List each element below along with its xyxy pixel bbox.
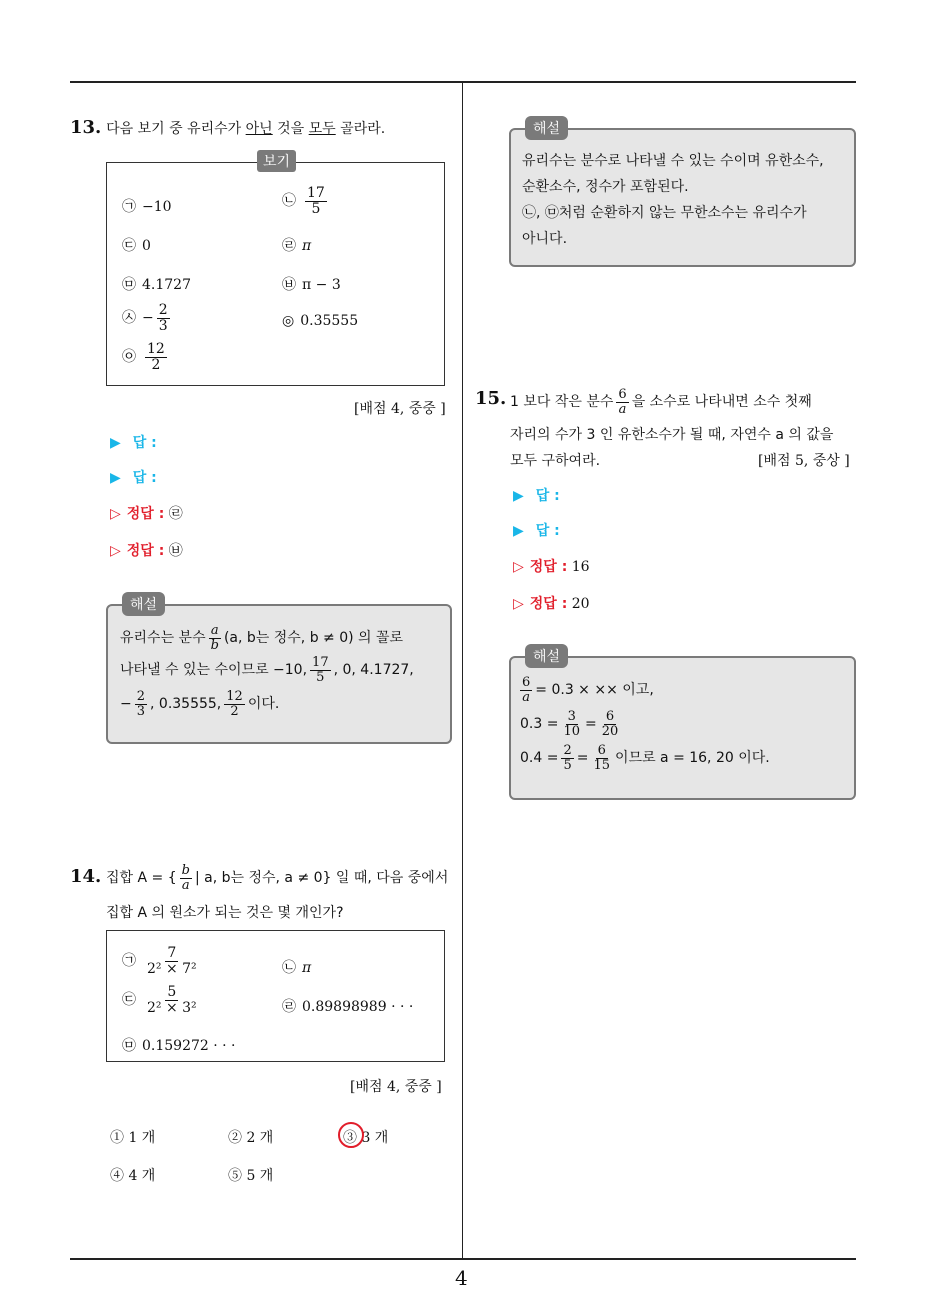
question-text: 모두 구하여라.: [510, 453, 601, 469]
option-o: ◎ 0.35555: [282, 313, 359, 329]
points-label: [배점 5, 중상 ]: [758, 453, 850, 469]
answer-input-2[interactable]: ▶ 답 :: [110, 470, 157, 486]
question-text: 다음 보기 중 유리수가 아닌 것을 모두 골라라.: [106, 121, 386, 137]
solution-line: 나타낼 수 있는 수이므로 −10, $\frac{17}{5}$ , 0, 4.1727,: [120, 655, 414, 685]
solution-line: $\frac{6}{a}$ = 0.3 × ×× 이고,: [522, 675, 654, 705]
page-number: 4: [455, 1266, 468, 1290]
solution-tag: 해설: [525, 116, 568, 140]
question-text: 자리의 수가 3 인 유한소수가 될 때, 자연수 a 의 값을: [510, 427, 834, 443]
solution-line: 유리수는 분수로 나타낼 수 있는 수이며 유한소수,: [522, 153, 824, 169]
example-box-tag: 보기: [257, 150, 296, 172]
option-n: ㉡ π: [282, 960, 312, 976]
choice-3[interactable]: ③ 3 개: [343, 1130, 389, 1146]
question-14: [70, 866, 101, 887]
solution-tag: 해설: [525, 644, 568, 668]
solution-line: 순환소수, 정수가 포함된다.: [522, 179, 689, 195]
option-d: ㉢ 0: [122, 238, 151, 254]
choice-2[interactable]: ② 2 개: [228, 1130, 274, 1146]
solution-line: 유리수는 분수 $\frac{a}{b}$ (a, b는 정수, b ≠ 0) 의 꼴로: [120, 623, 404, 653]
option-g: ㉠ $\frac{7}{\text{2² × 7²}}$: [122, 945, 197, 977]
choice-4[interactable]: ④ 4 개: [110, 1168, 156, 1184]
points-label: [배점 4, 중중 ]: [350, 1079, 442, 1095]
fraction: $\frac{12}{2}$: [147, 341, 165, 373]
solution-line: − $\frac{2}{3}$ , 0.35555, $\frac{12}{2}$ 이다.: [120, 689, 280, 719]
fraction: $\frac{2}{3}$: [158, 302, 168, 334]
bottom-rule: [70, 1258, 856, 1260]
correct-answer-1: ▷ 정답 : 16: [513, 559, 590, 575]
option-n: ㉡ $\frac{17}{5}$: [282, 185, 325, 217]
option-j: ㉧ $\frac{12}{2}$: [122, 341, 165, 373]
answer-input-2[interactable]: ▶ 답 :: [513, 523, 560, 539]
option-b: ㉥ π − 3: [282, 277, 341, 293]
option-g: ㉠ −10: [122, 199, 172, 215]
option-d: ㉢ $\frac{5}{\text{2² × 3²}}$: [122, 984, 197, 1016]
option-r: ㉣ 0.89898989 · · ·: [282, 999, 414, 1015]
correct-answer-1: ▷ 정답 : ㉣: [110, 506, 183, 522]
answer-input-1[interactable]: ▶ 답 :: [513, 488, 560, 504]
solution-line: 아니다.: [522, 231, 568, 247]
selected-answer-mark: [338, 1122, 364, 1148]
option-m: ㉤ 0.159272 · · ·: [122, 1038, 236, 1054]
choice-1[interactable]: ① 1 개: [110, 1130, 156, 1146]
solution-tag: 해설: [122, 592, 165, 616]
question-number: 14.: [70, 866, 102, 887]
choice-5[interactable]: ⑤ 5 개: [228, 1168, 274, 1184]
correct-answer-2: ▷ 정답 : ㉥: [110, 543, 183, 559]
column-divider: [462, 82, 463, 1260]
solution-line: 0.3 = $\frac{3}{10}$ = $\frac{6}{20}$: [520, 709, 619, 739]
option-r: ㉣ π: [282, 238, 312, 254]
top-rule: [70, 81, 856, 83]
question-number: 15.: [475, 388, 507, 409]
solution-line: ㉡, ㉤처럼 순환하지 않는 무한소수는 유리수가: [522, 205, 807, 221]
question-13: [70, 115, 385, 142]
option-s: ㉦ − $\frac{2}{3}$: [122, 302, 168, 334]
answer-input-1[interactable]: ▶ 답 :: [110, 435, 157, 451]
solution-line: 0.4 = $\frac{2}{5}$ = $\frac{6}{15}$ 이므로 a = 16, 20 이다.: [520, 743, 770, 773]
question-number: 13.: [70, 117, 102, 138]
points-label: [배점 4, 중중 ]: [354, 401, 446, 417]
fraction: $\frac{17}{5}$: [307, 185, 325, 217]
question-text: 집합 A = { $\frac{b}{a}$ | a, b는 정수, a ≠ 0} 일 때, 다음 중에서: [106, 863, 449, 893]
option-m: ㉤ 4.1727: [122, 277, 191, 293]
question-text: 1 보다 작은 분수 $\frac{6}{a}$ 을 소수로 나타내면 소수 첫째: [510, 387, 812, 417]
question-text: 집합 A 의 원소가 되는 것은 몇 개인가?: [106, 905, 344, 921]
correct-answer-2: ▷ 정답 : 20: [513, 596, 590, 612]
question-15: [475, 388, 506, 409]
